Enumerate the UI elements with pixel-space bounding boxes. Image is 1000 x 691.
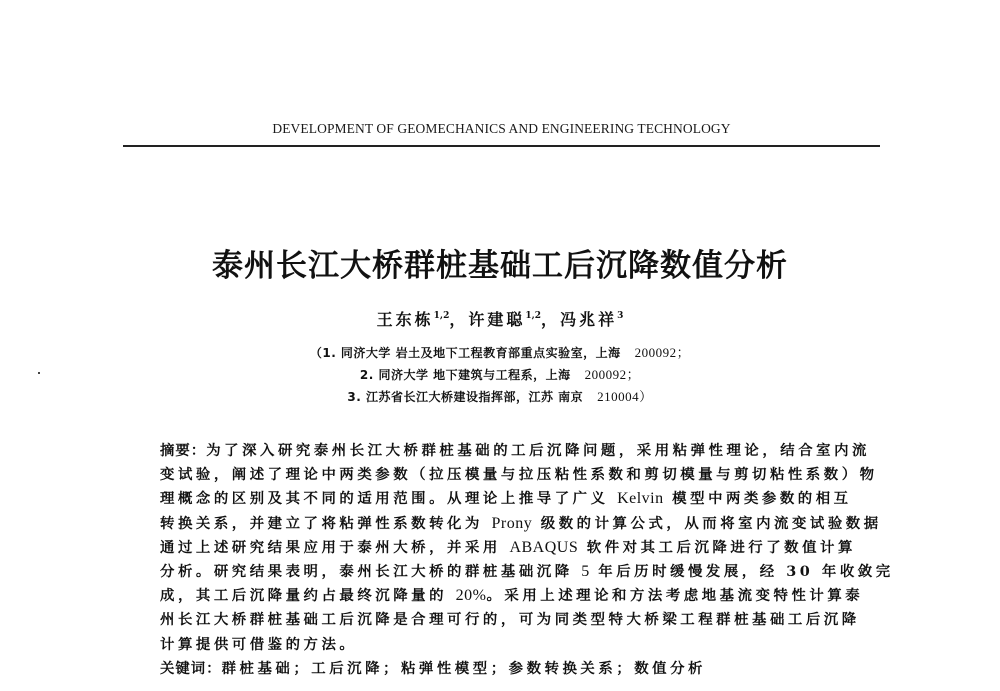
author-list <box>0 307 1000 330</box>
affiliation-line <box>0 342 1000 364</box>
abstract-number: 20% <box>455 587 487 605</box>
abstract-line <box>160 439 870 463</box>
abstract-text: 为了深入研究泰州长江大桥群桩基础的工后沉降问题，采用粘弹性理论，结合室内流 <box>206 442 870 459</box>
author-name: 冯兆祥 <box>560 310 618 329</box>
postal-code: 200092； <box>634 345 691 360</box>
abstract-latin-term: Kelvin <box>617 490 664 508</box>
keywords-text: 群桩基础；工后沉降；粘弹性模型；参数转换关系；数值分析 <box>221 659 706 677</box>
abstract-line <box>160 560 894 584</box>
abstract-latin-term: ABAQUS <box>509 538 579 556</box>
abstract-line <box>160 536 860 560</box>
postal-code: 210004） <box>597 389 653 404</box>
abstract-latin-term: Prony <box>491 514 533 532</box>
affiliation-text: 3. 江苏省长江大桥建设指挥部，江苏 南京 <box>347 390 584 404</box>
abstract-line <box>160 463 878 487</box>
abstract-text: 州长江大桥群桩基础工后沉降是合理可行的，可为同类型特大桥梁工程群桩基础工后沉降 <box>160 611 860 629</box>
abstract-line <box>160 512 882 536</box>
abstract-block <box>160 439 894 681</box>
header-rule <box>123 145 880 147</box>
abstract-text: 软件对其工后沉降进行了数值计算 <box>578 538 856 556</box>
abstract-line <box>160 584 864 608</box>
affiliation-text: （1. 同济大学 岩土及地下工程教育部重点实验室，上海 <box>309 346 621 360</box>
abstract-line <box>160 487 860 511</box>
abstract-number: 5 <box>581 562 590 580</box>
postal-code: 200092； <box>584 367 641 382</box>
affiliation-line <box>0 386 1000 408</box>
abstract-text: 。采用上述理论和方法考虑地基流变特性计算泰 <box>486 587 864 605</box>
author-name: 许建聪 <box>468 310 526 329</box>
abstract-text: 年后历时缓慢发展，经 30 年收敛完 <box>589 562 894 580</box>
keywords-label: 关键词： <box>160 660 222 677</box>
abstract-label: 摘要： <box>160 443 207 459</box>
abstract-text: 变试验，阐述了理论中两类参数（拉压模量与拉压粘性系数和剪切模量与剪切粘性系数）物 <box>160 466 878 484</box>
abstract-text: 成，其工后沉降量约占最终沉降量的 <box>160 587 456 605</box>
abstract-text: 转换关系，并建立了将粘弹性系数转化为 <box>160 514 492 532</box>
author-separator: ， <box>541 310 561 329</box>
affiliation-text: 2. 同济大学 地下建筑与工程系，上海 <box>359 368 571 382</box>
abstract-text: 分析。研究结果表明，泰州长江大桥的群桩基础沉降 <box>160 562 582 580</box>
abstract-line <box>160 633 860 657</box>
affiliation-block <box>0 342 1000 408</box>
author-separator: ， <box>449 310 469 329</box>
author-affiliation-mark: 3 <box>617 311 624 321</box>
author-affiliation-mark: 1,2 <box>433 311 450 321</box>
abstract-line <box>160 608 860 632</box>
abstract-text: 通过上述研究结果应用于泰州大桥，并采用 <box>160 538 510 556</box>
paper-title: 泰州长江大桥群桩基础工后沉降数值分析 <box>212 248 788 284</box>
abstract-text: 模型中两类参数的相互 <box>663 490 852 508</box>
abstract-text: 计算提供可借鉴的方法。 <box>160 635 358 653</box>
keywords-line <box>160 657 860 681</box>
abstract-text: 理概念的区别及其不同的适用范围。从理论上推导了广义 <box>160 490 618 508</box>
author-name: 王东栋 <box>376 310 434 329</box>
abstract-text: 级数的计算公式，从而将室内流变试验数据 <box>532 514 882 532</box>
affiliation-line <box>0 364 1000 386</box>
running-head: DEVELOPMENT OF GEOMECHANICS AND ENGINEERING TECHNOLOGY <box>272 121 731 136</box>
author-affiliation-mark: 1,2 <box>525 311 542 321</box>
